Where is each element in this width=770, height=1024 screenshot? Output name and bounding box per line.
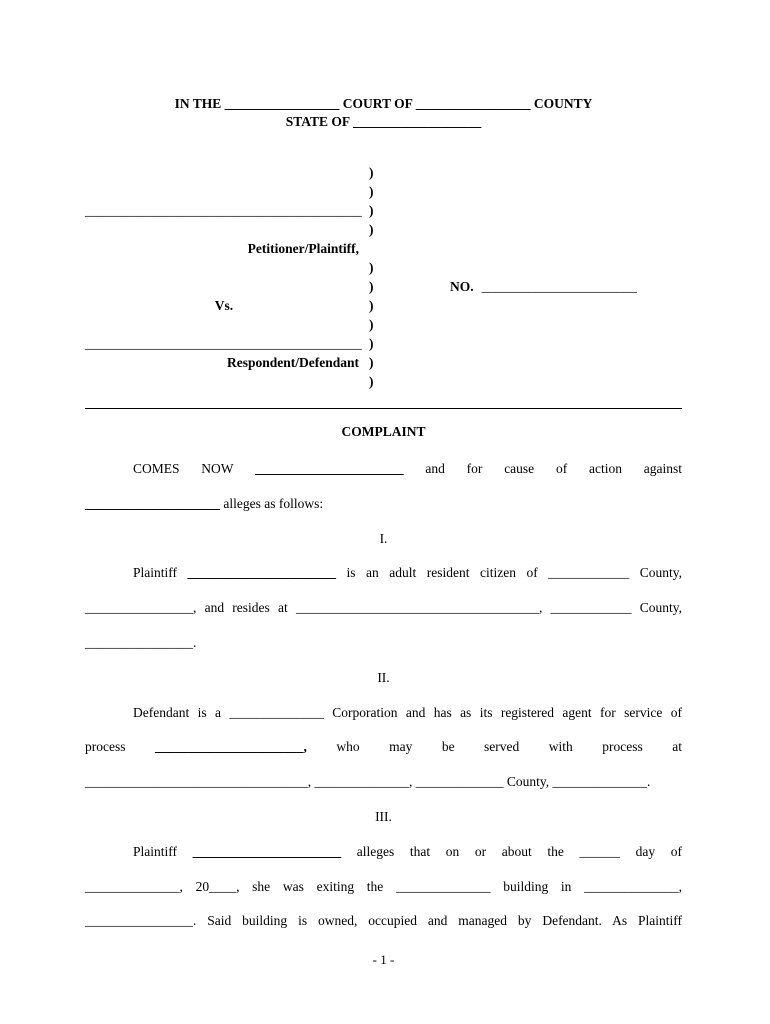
caption-left-cell — [85, 372, 363, 391]
paragraph-line — [85, 730, 682, 765]
caption-right-cell — [389, 163, 682, 182]
text-run: COMES NOW — [133, 461, 256, 476]
paren-divider: ) — [369, 374, 374, 389]
blank-field: ____________________ — [85, 495, 220, 511]
caption-left-cell — [85, 258, 363, 277]
blank-field: ______________________ — [187, 565, 337, 581]
caption-row — [85, 182, 682, 201]
text-run: ________________, and resides at ____________________________________, ____________ County, — [85, 600, 682, 616]
header-line-2 — [85, 113, 682, 131]
blank-field: ______________________ — [255, 461, 404, 476]
caption-right-cell — [389, 239, 682, 258]
blank-field: ___________________ — [353, 114, 482, 129]
blank-field: ________________. — [85, 634, 197, 650]
text-run: is an adult resident citizen of — [336, 565, 549, 581]
caption-right-cell — [389, 334, 682, 353]
case-number-label: NO. — [450, 279, 474, 294]
paragraph-line — [85, 556, 682, 591]
caption-row — [85, 334, 682, 353]
blank-field: _________________ — [224, 96, 340, 111]
paragraph-line — [85, 835, 682, 870]
paren-divider: ) — [369, 279, 374, 294]
blank-field: ______ — [579, 843, 620, 859]
paragraph-line — [85, 870, 682, 905]
text-run: who may be served with process at — [306, 739, 682, 755]
caption-row — [85, 372, 682, 391]
text-run: and for cause of action against — [403, 461, 682, 476]
text-run: day of — [619, 843, 682, 859]
petitioner-name-line: _________________________________________ — [85, 203, 362, 218]
case-number-line: _______________________ — [481, 279, 637, 294]
court-header — [85, 95, 682, 131]
blank-field: _________________ — [415, 96, 531, 111]
section-divider — [85, 408, 682, 409]
paragraph-line — [85, 696, 682, 731]
complaint-title: COMPLAINT — [341, 424, 426, 439]
page-number: - 1 - — [372, 952, 395, 968]
paragraph-line — [85, 591, 682, 626]
text-run: _________________________________, ______________, _____________ County, ______________. — [85, 774, 651, 790]
text-run: ________________. Said building is owned, occupied and managed by Defendant. As Plaintiff — [85, 913, 682, 929]
caption-right-cell — [389, 258, 682, 277]
petitioner-label: Petitioner/Plaintiff, — [247, 241, 359, 256]
section-heading-2: II. — [377, 669, 390, 685]
blank-field: ____________ — [548, 565, 630, 581]
caption-row — [85, 277, 682, 296]
caption-left-cell — [85, 315, 363, 334]
paragraph-line — [85, 904, 682, 939]
caption-right-cell — [389, 182, 682, 201]
caption-row — [85, 163, 682, 182]
text-run: ______________, 20____, she was exiting the ______________ building in ______________, — [85, 878, 682, 894]
caption-right-cell — [389, 372, 682, 391]
paren-divider: ) — [369, 222, 374, 237]
text-run: Defendant is a — [133, 704, 230, 720]
caption-row — [85, 353, 682, 372]
caption-row — [85, 315, 682, 334]
paragraph-line — [85, 626, 682, 661]
caption-row — [85, 258, 682, 277]
case-caption — [85, 163, 682, 391]
text-run: Plaintiff — [133, 843, 193, 859]
text-run: process — [85, 739, 155, 755]
caption-left-cell — [85, 220, 363, 239]
caption-row — [85, 239, 682, 258]
paren-divider: ) — [369, 317, 374, 332]
paren-divider: ) — [369, 355, 374, 370]
caption-row — [85, 296, 682, 315]
paren-divider: ) — [369, 260, 374, 275]
blank-field: ______________ — [229, 704, 324, 720]
text-run: IN THE — [174, 96, 225, 111]
text-run: Plaintiff — [133, 565, 188, 581]
caption-paren-cell — [363, 239, 389, 258]
caption-right-cell — [389, 353, 682, 372]
complaint-body — [85, 452, 682, 939]
paren-divider: ) — [369, 336, 374, 351]
paragraph-line — [85, 765, 682, 800]
paragraph-line — [85, 487, 682, 522]
caption-right-cell — [389, 220, 682, 239]
text-run: STATE OF — [285, 114, 353, 129]
case-number-cell — [389, 277, 682, 296]
caption-row — [85, 201, 682, 220]
paragraph-line — [85, 452, 682, 487]
caption-left-cell — [85, 182, 363, 201]
blank-field: ______________________, — [154, 739, 307, 755]
text-run: COURT OF — [339, 96, 416, 111]
section-heading-3: III. — [375, 808, 392, 824]
header-line-1 — [85, 95, 682, 113]
text-run: Corporation and has as its registered agent for service of — [323, 704, 682, 720]
paren-divider: ) — [369, 165, 374, 180]
caption-right-cell — [389, 201, 682, 220]
caption-left-cell — [85, 163, 363, 182]
paren-divider: ) — [369, 203, 374, 218]
caption-row — [85, 220, 682, 239]
respondent-label: Respondent/Defendant — [226, 355, 359, 370]
text-run: County, — [629, 565, 682, 581]
paren-divider: ) — [369, 184, 374, 199]
caption-left-cell — [85, 277, 363, 296]
section-heading-1: I. — [379, 530, 388, 546]
paren-divider: ) — [369, 298, 374, 313]
text-run: alleges that on or about the — [341, 843, 580, 859]
text-run: alleges as follows: — [220, 495, 324, 511]
blank-field: ______________________ — [192, 843, 342, 859]
caption-right-cell — [389, 296, 682, 315]
vs-label: Vs. — [214, 298, 234, 313]
respondent-name-line: _________________________________________ — [85, 336, 362, 351]
caption-right-cell — [389, 315, 682, 334]
text-run: COUNTY — [530, 96, 593, 111]
